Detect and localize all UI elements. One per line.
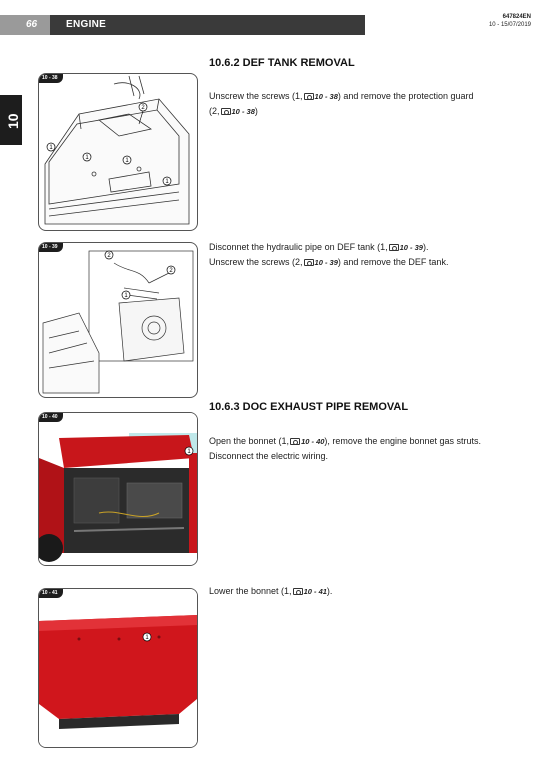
text-run: ).	[326, 586, 333, 596]
text-run: )	[254, 106, 258, 116]
callout-2: 2	[141, 105, 145, 111]
camera-icon	[389, 244, 399, 251]
text-run: (2,	[209, 106, 220, 116]
section-title-doc-exhaust-pipe-removal: 10.6.3 DOC EXHAUST PIPE REMOVAL	[209, 401, 409, 413]
figure-label: 10 - 40	[38, 412, 63, 422]
document-date: 10 - 15/07/2019	[488, 22, 531, 28]
figure-label: 10 - 38	[38, 73, 63, 83]
camera-icon	[293, 588, 303, 595]
paragraph-line	[209, 89, 529, 104]
figure-reference[interactable]: 10 - 39	[314, 258, 338, 267]
page-number-tab	[0, 15, 50, 35]
figure-10-38	[38, 73, 198, 231]
callout-2: 2	[107, 253, 111, 259]
camera-icon	[304, 93, 314, 100]
paragraph-line	[209, 584, 529, 599]
figure-10-41	[38, 588, 198, 748]
callout-1: 1	[125, 158, 129, 164]
open-bonnet-photo	[39, 413, 197, 565]
figure-reference[interactable]: 10 - 38	[231, 107, 255, 116]
chapter-title: ENGINE	[66, 19, 107, 30]
camera-icon	[290, 438, 300, 445]
figure-label: 10 - 39	[38, 242, 63, 252]
figure-10-40	[38, 412, 198, 566]
figure-reference[interactable]: 10 - 40	[301, 437, 325, 446]
text-run: ) and remove the DEF tank.	[337, 257, 449, 267]
def-tank-guard-illustration	[39, 74, 197, 230]
paragraph-line	[209, 255, 529, 270]
text-run: Unscrew the screws (1,	[209, 91, 303, 101]
lowered-bonnet-photo	[39, 589, 197, 747]
text-run: ) and remove the protection guard	[337, 91, 474, 101]
figure-reference[interactable]: 10 - 39	[399, 243, 423, 252]
figure-label: 10 - 41	[38, 588, 63, 598]
text-run: ), remove the engine bonnet gas struts.	[324, 436, 482, 446]
camera-icon	[304, 259, 314, 266]
figure-reference[interactable]: 10 - 41	[303, 587, 327, 596]
chapter-side-tab	[0, 95, 22, 145]
figure-reference[interactable]: 10 - 38	[314, 92, 338, 101]
callout-1: 1	[187, 449, 191, 455]
text-run: Disconnect the electric wiring.	[209, 451, 329, 461]
header-bar	[0, 15, 365, 35]
text-run: Open the bonnet (1,	[209, 436, 290, 446]
callout-1: 1	[124, 293, 128, 299]
text-run: Lower the bonnet (1,	[209, 586, 292, 596]
section-title-def-tank-removal: 10.6.2 DEF TANK REMOVAL	[209, 57, 355, 69]
paragraph-line	[209, 434, 529, 449]
figure-10-39	[38, 242, 198, 398]
paragraph-fig-10-38	[209, 89, 529, 119]
paragraph-line	[209, 240, 529, 255]
text-run: Unscrew the screws (2,	[209, 257, 303, 267]
callout-2: 2	[169, 268, 173, 274]
paragraph-line	[209, 449, 529, 464]
paragraph-line	[209, 104, 529, 119]
camera-icon	[221, 108, 231, 115]
callout-1: 1	[145, 635, 149, 641]
chapter-side-tab-label: 10	[5, 113, 21, 129]
document-code: 647824EN	[502, 14, 531, 20]
text-run: ).	[422, 242, 429, 252]
text-run: Disconnet the hydraulic pipe on DEF tank (1,	[209, 242, 388, 252]
page-number: 66	[26, 19, 38, 30]
paragraph-fig-10-40	[209, 434, 529, 464]
paragraph-fig-10-39	[209, 240, 529, 270]
paragraph-fig-10-41	[209, 584, 529, 599]
callout-1: 1	[165, 179, 169, 185]
callout-1: 1	[49, 145, 53, 151]
def-tank-illustration	[39, 243, 197, 397]
callout-1: 1	[85, 155, 89, 161]
